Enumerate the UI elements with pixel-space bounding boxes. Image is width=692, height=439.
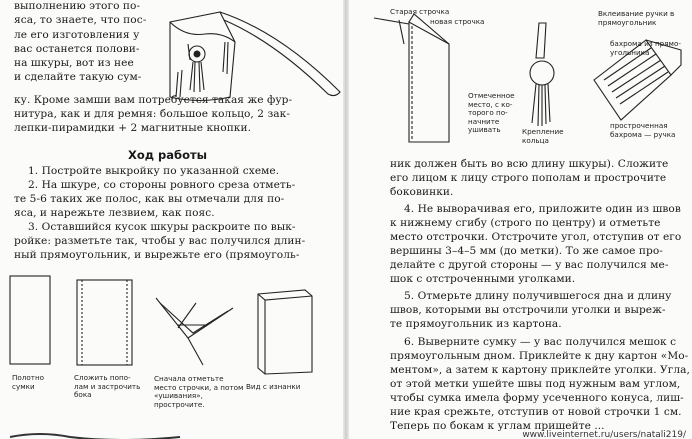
caption-inside: Вид с изнанки bbox=[246, 382, 301, 391]
body-line: Теперь по бокам к углам пришейте ... bbox=[390, 420, 605, 432]
label-new-seam: новая строчка bbox=[430, 17, 485, 26]
intro-line: лепки-пирамидки + 2 магнитные кнопки. bbox=[14, 122, 252, 134]
body-line: те прямоугольник из картона. bbox=[390, 318, 562, 330]
label-handle: Вклеивание ручки в прямоугольник bbox=[598, 9, 675, 27]
folded-bag-illustration bbox=[72, 278, 142, 377]
ring-diagram bbox=[514, 18, 574, 142]
watermark: www.liveinternet.ru/users/natali219/ bbox=[522, 430, 686, 439]
intro-line: яса, то знаете, что пос- bbox=[14, 14, 147, 26]
seam-diagram bbox=[354, 14, 464, 158]
body-line: ник должен быть во всю длину шкуры). Сложите bbox=[390, 158, 669, 170]
intro-line: и сделайте такую сум- bbox=[14, 71, 142, 83]
body-line: ментом», а затем к картону приклейте уголки. Угла, bbox=[390, 364, 690, 376]
body-line: от этой метки ушейте швы под нужным вам углом, bbox=[390, 378, 681, 390]
body-line: швов, которыми вы отстрочили уголки и выреж- bbox=[390, 304, 666, 316]
step-line: те 5-6 таких же полос, как вы отмечали для по- bbox=[14, 193, 285, 205]
caption-fold: Сложить попо- лам и застрочить бока bbox=[74, 373, 141, 400]
intro-line: выполнению этого по- bbox=[14, 0, 141, 12]
section-heading: Ход работы bbox=[128, 148, 208, 162]
caption-fabric: Полотно сумки bbox=[12, 373, 45, 391]
step-line: 1. Постройте выкройку по указанной схеме. bbox=[28, 165, 280, 177]
step-line: 3. Оставшийся кусок шкуры раскроите по вык- bbox=[28, 221, 296, 233]
corner-mark-illustration bbox=[148, 283, 238, 377]
intro-line: на шкуры, вот из нее bbox=[14, 57, 134, 69]
intro-line: вас останется полови- bbox=[14, 43, 140, 55]
caption-mark: Сначала отметьте место строчки, а потом «ушивания», прострочите. bbox=[154, 374, 244, 409]
body-line: его лицом к лицу строго пополам и прострочите bbox=[390, 172, 667, 184]
label-fringe-rect: бахрома из прямо- угольника bbox=[610, 39, 681, 57]
step-line: яса, и нарежьте лезвием, как пояс. bbox=[14, 207, 215, 219]
step-line: ройке: разметьте так, чтобы у вас получился длин- bbox=[14, 235, 306, 247]
step-line: ный прямоугольник, и вырежьте его (прямоуголь- bbox=[14, 249, 300, 261]
body-line: 5. Отмерьте длину получившегося дна и длину bbox=[404, 290, 672, 302]
next-page-edge bbox=[0, 428, 346, 439]
body-line: делайте с другой стороны — у вас получился ме- bbox=[390, 259, 669, 271]
intro-line: ле его изготовления у bbox=[14, 29, 140, 41]
body-line: ние края срежьте, отступив от новой строчки 1 см. bbox=[390, 406, 682, 418]
body-line: шок с отстроченными уголками. bbox=[390, 273, 576, 285]
body-line: к нижнему сгибу (строго по центру) и отметьте bbox=[390, 217, 661, 229]
body-line: чтобы сумка имела форму усеченного конуса, лиш- bbox=[390, 392, 684, 404]
label-marked-place: Отмеченное место, с ко- торого по- начните ушивать bbox=[468, 91, 515, 135]
body-line: место отстрочки. Отстрочите угол, отступив от его bbox=[390, 231, 682, 243]
right-page bbox=[346, 0, 692, 439]
fabric-rect-illustration bbox=[8, 274, 63, 373]
body-line: прямоугольным дном. Приклейте к дну картон «Мо- bbox=[390, 350, 689, 362]
label-ring: Крепление кольца bbox=[522, 127, 564, 145]
body-line: 4. Не выворачивая его, приложите один из швов bbox=[404, 203, 681, 215]
intro-line: ку. Кроме замши вам потребуется такая же фур- bbox=[14, 94, 293, 106]
inside-view-illustration bbox=[250, 282, 330, 381]
label-old-seam: Старая строчка bbox=[390, 7, 450, 16]
step-line: 2. На шкуре, со стороны ровного среза отметь- bbox=[28, 179, 296, 191]
body-line: вершины 3–4–5 мм (до метки). То же самое про- bbox=[390, 245, 663, 257]
intro-line: нитура, как и для ремня: большое кольцо, 2 зак- bbox=[14, 108, 290, 120]
body-line: боковинки. bbox=[390, 186, 454, 198]
body-line: 6. Выверните сумку — у вас получился мешок с bbox=[404, 336, 677, 348]
label-stitched-fringe: прострoченная бахрома — ручка bbox=[610, 121, 676, 139]
